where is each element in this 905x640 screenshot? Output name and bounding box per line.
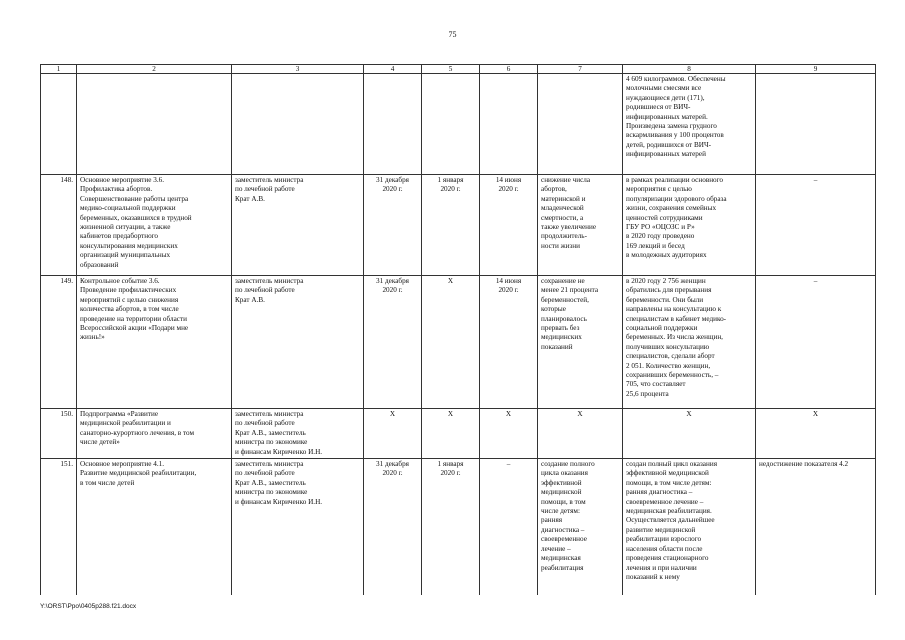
problems: X <box>756 409 876 459</box>
actual-result: создан полный цикл оказания эффективной медицинской помощи, в том числе детям: ранняя диагностика – своевременное лечение – медицинская реабилитация. Осуществляется дальнейшее развитие медицинской реабилитации взрослого населения области после проведения стационарного лечения и при наличии показаний к нему <box>623 459 756 596</box>
actual-result: X <box>623 409 756 459</box>
start-date: X <box>422 409 480 459</box>
expected-result: X <box>538 409 623 459</box>
table-row <box>41 459 876 596</box>
expected-result: сохранение не менее 21 процента беременностей, которые планировалось прервать без медицинских показаний <box>538 276 623 409</box>
table-row <box>41 409 876 459</box>
table-row <box>41 276 876 409</box>
activity-name: Основное мероприятие 3.6. Профилактика абортов. Совершенствование работы центра медико-социальной поддержки беременных, оказавшихся в трудной жизненной ситуации, а также кабинетов предабортного консультирования медицинских организаций муниципальных образований <box>77 175 232 276</box>
header-cell: 5 <box>422 65 480 74</box>
end-date: X <box>480 409 538 459</box>
header-cell: 3 <box>232 65 364 74</box>
header-cell: 1 <box>41 65 77 74</box>
activity-name: Основное мероприятие 4.1. Развитие медицинской реабилитации, в том числе детей <box>77 459 232 596</box>
start-date: X <box>422 276 480 409</box>
row-number: 149. <box>41 276 77 409</box>
executor: заместитель министра по лечебной работе Крат А.В., заместитель министра по экономике и финансам Кириченко И.Н. <box>232 459 364 596</box>
expected-result: создание полного цикла оказания эффективной медицинской помощи, в том числе детям: ранняя диагностика – своевременное лечение – медицинская реабилитация <box>538 459 623 596</box>
expected-result <box>538 74 623 175</box>
problems: недостижение показателя 4.2 <box>756 459 876 596</box>
header-cell: 6 <box>480 65 538 74</box>
header-cell: 8 <box>623 65 756 74</box>
header-cell: 7 <box>538 65 623 74</box>
header-cell: 2 <box>77 65 232 74</box>
table-row <box>41 74 876 175</box>
actual-result: в 2020 году 2 756 женщин обратились для прерывания беременности. Они были направлены на консультацию к специалистам в кабинет медико- социальной поддержки беременных. Из числа женщин, получивших консультацию специалистов, сделали аборт 2 051. Количество женщин, сохранивших беременность, – 705, что составляет 25,6 процента <box>623 276 756 409</box>
problems: – <box>756 276 876 409</box>
planned-date: 31 декабря 2020 г. <box>364 276 422 409</box>
activity-name <box>77 74 232 175</box>
executor: заместитель министра по лечебной работе Крат А.В., заместитель министра по экономике и финансам Кириченко И.Н. <box>232 409 364 459</box>
row-number: 150. <box>41 409 77 459</box>
start-date: 1 января 2020 г. <box>422 459 480 596</box>
actual-result: 4 609 килограммов. Обеспечены молочными смесями все нуждающиеся дети (171), родившиеся от ВИЧ- инфицированных матерей. Произведена замена грудного вскармливания у 100 процентов детей, родившихся от ВИЧ- инфицированных матерей <box>623 74 756 175</box>
problems: – <box>756 175 876 276</box>
expected-result: снижение числа абортов, материнской и младенческой смертности, а также увеличение продолжитель- ности жизни <box>538 175 623 276</box>
end-date <box>480 74 538 175</box>
start-date: 1 января 2020 г. <box>422 175 480 276</box>
end-date: – <box>480 459 538 596</box>
activity-name: Контрольное событие 3.6. Проведение профилактических мероприятий с целью снижения количества абортов, в том числе проведение на территории области Всероссийской акции «Подари мне жизнь!» <box>77 276 232 409</box>
executor: заместитель министра по лечебной работе Крат А.В. <box>232 276 364 409</box>
row-number <box>41 74 77 175</box>
actual-result: в рамках реализации основного мероприятия с целью популяризации здорового образа жизни, сохранения семейных ценностей сотрудниками ГБУ РО «ОЦОЗС и Р» в 2020 году проведено 169 лекций и бесед в молодежных аудиториях <box>623 175 756 276</box>
executor: заместитель министра по лечебной работе Крат А.В. <box>232 175 364 276</box>
planned-date <box>364 74 422 175</box>
start-date <box>422 74 480 175</box>
file-path-footer: Y:\ORST\Ppo\0405p288.f21.docx <box>40 603 137 610</box>
page-number: 75 <box>448 30 457 39</box>
activity-name: Подпрограмма «Развитие медицинской реабилитации и санаторно-курортного лечения, в том числе детей» <box>77 409 232 459</box>
end-date: 14 июня 2020 г. <box>480 276 538 409</box>
problems <box>756 74 876 175</box>
column-number-header <box>41 65 876 74</box>
header-cell: 4 <box>364 65 422 74</box>
row-number: 148. <box>41 175 77 276</box>
end-date: 14 июня 2020 г. <box>480 175 538 276</box>
planned-date: 31 декабря 2020 г. <box>364 459 422 596</box>
planned-date: X <box>364 409 422 459</box>
header-cell: 9 <box>756 65 876 74</box>
row-number: 151. <box>41 459 77 596</box>
executor <box>232 74 364 175</box>
planned-date: 31 декабря 2020 г. <box>364 175 422 276</box>
table-row <box>41 175 876 276</box>
program-table <box>40 64 876 595</box>
